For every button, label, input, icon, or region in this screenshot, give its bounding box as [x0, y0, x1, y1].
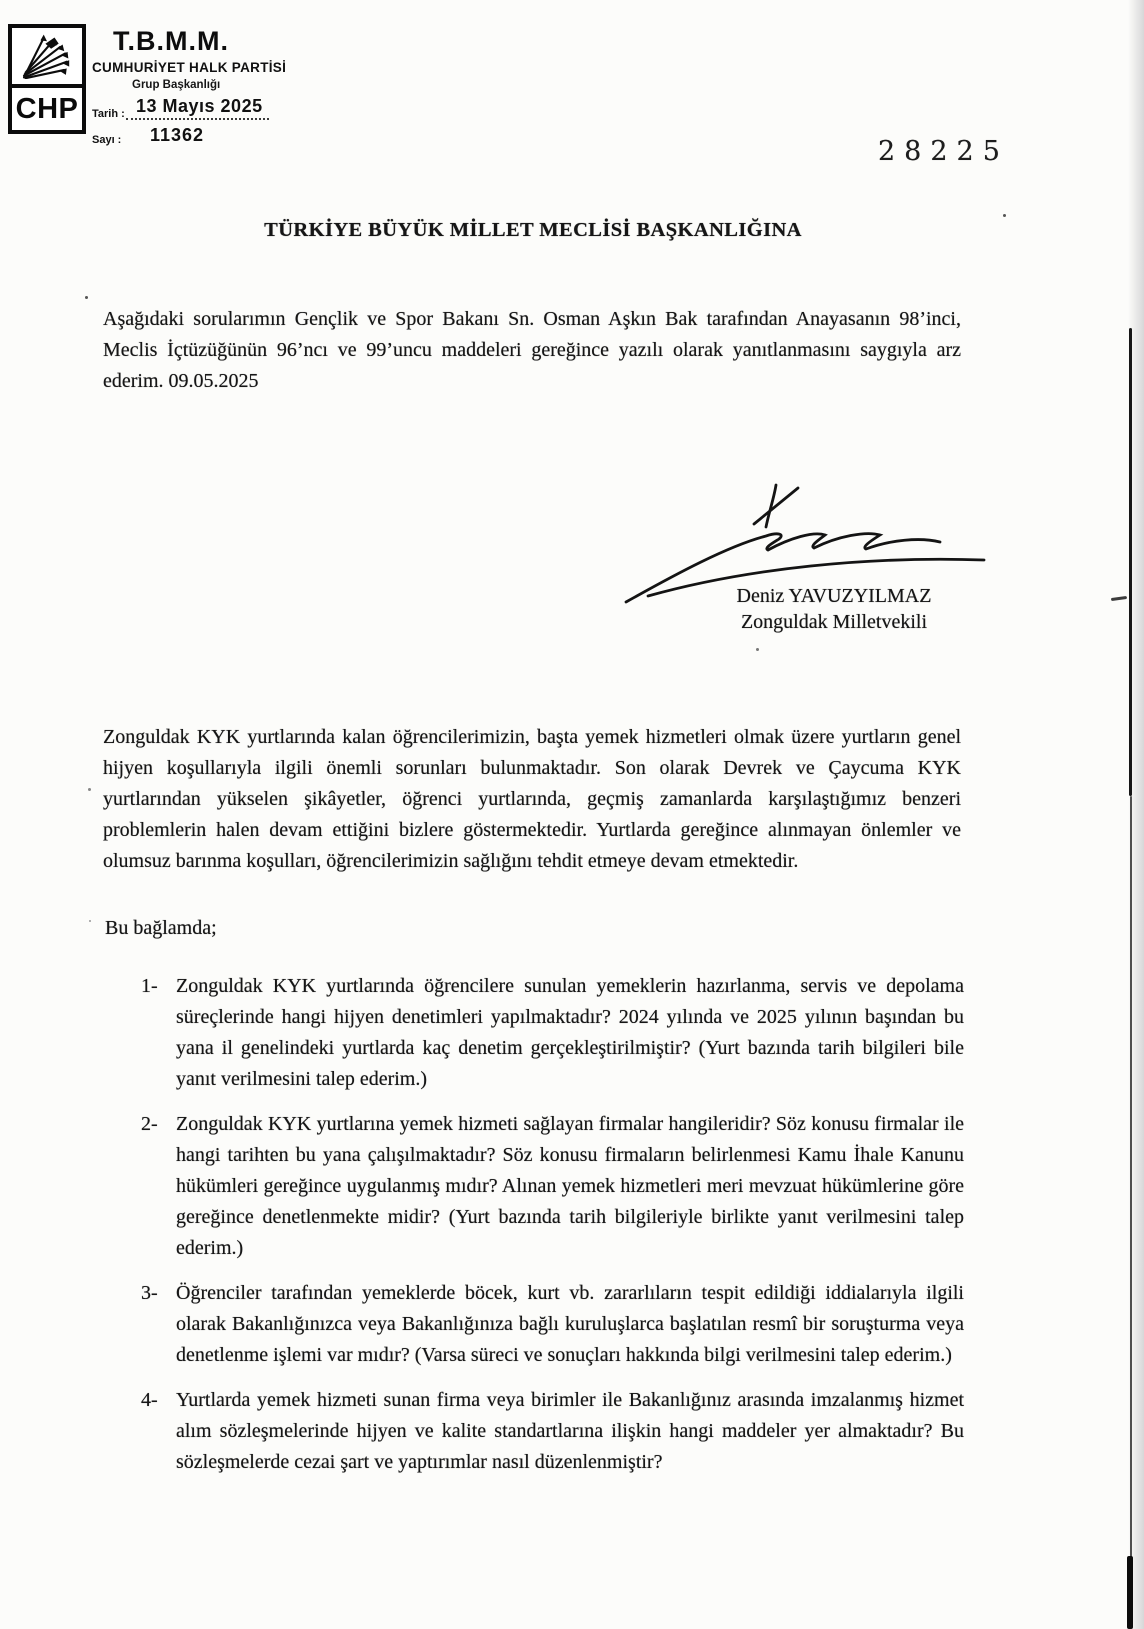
scan-tick-mark	[1111, 596, 1127, 601]
question-item-1	[141, 971, 964, 1095]
intro-paragraph: Aşağıdaki sorularımın Gençlik ve Spor Bakanı Sn. Osman Aşkın Bak tarafından Anayasanın 98’inci, Meclis İçtüzüğünün 96’ncı ve 99’uncu maddeleri gereğince yazılı olarak yanıtlanmasını saygıyla arz ederim. 09.05.2025	[103, 308, 961, 392]
question-item-3	[141, 1278, 964, 1371]
document-title: TÜRKİYE BÜYÜK MİLLET MECLİSİ BAŞKANLIĞINA	[264, 219, 802, 241]
question-number: 3-	[141, 1282, 158, 1304]
scan-artifact-line	[1129, 328, 1132, 796]
question-number: 4-	[141, 1389, 158, 1411]
date-value: 13 Mayıs 2025	[126, 96, 269, 120]
party-name: CUMHURİYET HALK PARTİSİ	[92, 60, 287, 75]
scan-speck	[88, 788, 91, 791]
number-value: 11362	[150, 125, 205, 145]
scan-speck	[85, 296, 88, 299]
date-label: Tarih :	[92, 108, 125, 120]
letterhead-text-lines	[92, 26, 368, 146]
scan-artifact-line	[1127, 1556, 1133, 1629]
question-number: 2-	[141, 1113, 158, 1135]
scan-artifact-line	[1130, 796, 1132, 1558]
chp-logo-text: CHP	[15, 92, 79, 125]
date-row	[92, 96, 368, 120]
body-paragraph: Zonguldak KYK yurtlarında kalan öğrencilerimizin, başta yemek hizmetleri olmak üzere yurtların genel hijyen koşullarıyla ilgili önemli sorunları bulunmaktadır. Son olarak Devrek ve Çaycuma KYK yurtlarından yükselen şikâyetler, öğrenci yurtlarında, geçmiş zamanlarda karşılaştığımız benzeri problemlerin halen devam ettiğini bizlere göstermektedir. Yurtlarda gereğince alınmayan önlemler ve olumsuz barınma koşulları, öğrencilerimizin sağlığını tehdit etmeye devam etmektedir.	[103, 726, 961, 872]
question-item-4	[141, 1385, 964, 1478]
org-name: T.B.M.M.	[113, 26, 229, 56]
scan-speck	[89, 920, 91, 922]
registry-number-stamp: 28225	[878, 136, 1009, 167]
chp-six-arrows-icon	[12, 28, 82, 88]
signer-title: Zonguldak Milletvekili	[740, 611, 928, 633]
scan-speck	[1003, 214, 1006, 217]
question-item-2	[141, 1109, 964, 1264]
party-letterhead-stamp	[8, 24, 368, 146]
question-number: 1-	[141, 975, 158, 997]
chp-logo-box	[8, 24, 86, 134]
question-list	[141, 971, 964, 1492]
context-lead: Bu bağlamda;	[105, 917, 217, 939]
signer-name: Deniz YAVUZYILMAZ	[736, 585, 932, 607]
number-label: Sayı :	[92, 134, 122, 146]
signature-block	[688, 583, 980, 635]
unit-name: Grup Başkanlığı	[132, 79, 221, 91]
question-text: Yurtlarda yemek hizmeti sunan firma veya birimler ile Bakanlığınız arasında imzalanmış hizmet alım sözleşmelerinde hijyen ve kalite standartlarına ilişkin hangi maddeler yer almaktadır? Bu sözleşmelerde cezai şart ve yaptırımlar nasıl düzenlenmiştir?	[176, 1389, 964, 1473]
scan-speck	[756, 648, 759, 651]
question-text: Öğrenciler tarafından yemeklerde böcek, kurt vb. zararlıların tespit edildiği iddialarıyla ilgili olarak Bakanlığınızca veya Bakanlığınıza bağlı kuruluşlarca başlatılan resmî bir soruşturma veya denetlenme işlemi var mıdır? (Varsa süreci ve sonuçları hakkında bilgi verilmesini talep ederim.)	[176, 1282, 964, 1366]
question-text: Zonguldak KYK yurtlarında öğrencilere sunulan yemeklerin hazırlanma, servis ve depolama süreçlerinde hangi hijyen denetimleri yapılmaktadır? 2024 yılında ve 2025 yılının başından bu yana il genelindeki yurtlarda kaç denetim gerçekleştirilmiştir? (Yurt bazında tarih bilgileri bile yanıt verilmesini talep ederim.)	[176, 975, 964, 1090]
question-text: Zonguldak KYK yurtlarına yemek hizmeti sağlayan firmalar hangileridir? Söz konusu firmalar ile hangi tarihten bu yana çalışılmaktadır? Söz konusu firmaların belirlenmesi Kamu İhale Kanunu hükümleri gereğince uygulanmış mıdır? Alınan yemek hizmetleri meri mevzuat hükümlerine göre gereğince denetlenmekte midir? (Yurt bazında tarih bilgileriyle birlikte yanıt verilmesini talep ederim.)	[176, 1113, 964, 1259]
number-row	[92, 125, 368, 146]
